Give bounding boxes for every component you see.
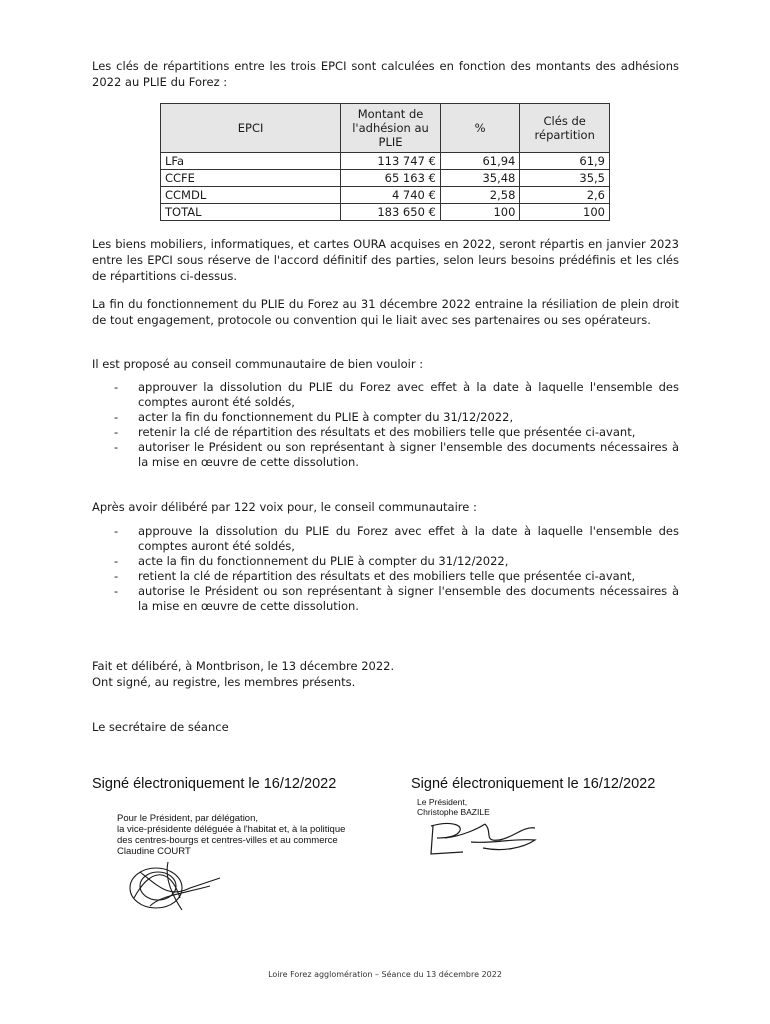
cell-percent: 100: [440, 204, 520, 221]
secretary-label: Le secrétaire de séance: [92, 720, 229, 734]
proposal-intro: Il est proposé au conseil communautaire de bien vouloir :: [92, 357, 424, 371]
cell-epci: LFa: [161, 153, 341, 170]
cell-montant: 113 747 €: [341, 153, 441, 170]
closing-line-2: Ont signé, au registre, les membres présents.: [92, 675, 356, 689]
header-montant: Montant de l'adhésion au PLIE: [341, 104, 441, 153]
sig-right-line: Christophe BAZILE: [417, 807, 490, 817]
cell-cle: 61,9: [520, 153, 610, 170]
cell-montant: 183 650 €: [341, 204, 441, 221]
fin-paragraph: La fin du fonctionnement du PLIE du Forez au 31 décembre 2022 entraine la résiliation de plein droit de tout engagement, protocole ou convention qui le liait avec ses partenaires ou ses opérateurs.: [92, 297, 679, 327]
sig-left-line: la vice-présidente déléguée à l'habitat et, à la politique: [117, 824, 346, 835]
header-epci: EPCI: [161, 104, 341, 153]
cell-cle: 100: [520, 204, 610, 221]
cell-percent: 35,48: [440, 170, 520, 187]
sig-right-line: Le Président,: [417, 797, 468, 807]
sig-left-line: des centres-bourgs et centres-villes et au commerce: [117, 835, 338, 846]
header-cles: Clés de répartition: [520, 104, 610, 153]
list-item: - acte la fin du fonctionnement du PLIE à compter du 31/12/2022,: [92, 554, 679, 569]
cell-epci: CCFE: [161, 170, 341, 187]
list-item: - approuver la dissolution du PLIE du Forez avec effet à la date à laquelle l'ensemble des comptes auront été soldés,: [92, 380, 679, 410]
cell-cle: 35,5: [520, 170, 610, 187]
sig-left-line: Claudine COURT: [117, 846, 191, 857]
list-item: - retient la clé de répartition des résultats et des mobiliers telle que présentée ci-avant,: [92, 569, 679, 584]
signature-right-icon: [423, 818, 543, 862]
cell-percent: 61,94: [440, 153, 520, 170]
list-item: - autoriser le Président ou son représentant à signer l'ensemble des documents nécessaires à la mise en œuvre de cette dissolution.: [92, 440, 679, 470]
cell-percent: 2,58: [440, 187, 520, 204]
table-row: [161, 170, 610, 187]
decision-list: [92, 524, 679, 614]
cell-epci: CCMDL: [161, 187, 341, 204]
cell-montant: 65 163 €: [341, 170, 441, 187]
sig-left-block: [117, 813, 345, 857]
list-item: - retenir la clé de répartition des résultats et des mobiliers telle que présentée ci-avant,: [92, 425, 679, 440]
header-percent: %: [440, 104, 520, 153]
sig-right-header: Signé électroniquement le 16/12/2022: [411, 776, 656, 792]
closing-line-1: Fait et délibéré, à Montbrison, le 13 décembre 2022.: [92, 659, 395, 673]
list-item: - acter la fin du fonctionnement du PLIE à compter du 31/12/2022,: [92, 410, 679, 425]
table-row: [161, 153, 610, 170]
page-footer: Loire Forez agglomération – Séance du 13 décembre 2022: [268, 970, 502, 979]
intro-paragraph: Les clés de répartitions entre les trois EPCI sont calculées en fonction des montants des adhésions 2022 au PLIE du Forez :: [92, 59, 679, 89]
sig-left-header: Signé électroniquement le 16/12/2022: [92, 776, 337, 792]
epci-table: [160, 103, 610, 221]
list-item: - approuve la dissolution du PLIE du Forez avec effet à la date à laquelle l'ensemble des comptes auront été soldés,: [92, 524, 679, 554]
biens-paragraph: Les biens mobiliers, informatiques, et cartes OURA acquises en 2022, seront répartis en janvier 2023 entre les EPCI sous réserve de l'accord définitif des parties, selon leurs besoins prédéfinis et les clés de répartitions ci-dessus.: [92, 237, 679, 283]
signature-left-icon: [120, 858, 230, 918]
table-row: [161, 187, 610, 204]
cell-epci: TOTAL: [161, 204, 341, 221]
table-row-total: [161, 204, 610, 221]
cell-cle: 2,6: [520, 187, 610, 204]
cell-montant: 4 740 €: [341, 187, 441, 204]
table-header-row: [161, 104, 610, 153]
decision-intro: Après avoir délibéré par 122 voix pour, le conseil communautaire :: [92, 500, 477, 514]
sig-left-line: Pour le Président, par délégation,: [117, 813, 259, 824]
sig-right-block: [417, 797, 490, 817]
list-item: - autorise le Président ou son représentant à signer l'ensemble des documents nécessaires à la mise en œuvre de cette dissolution.: [92, 584, 679, 614]
proposal-list: [92, 380, 679, 470]
